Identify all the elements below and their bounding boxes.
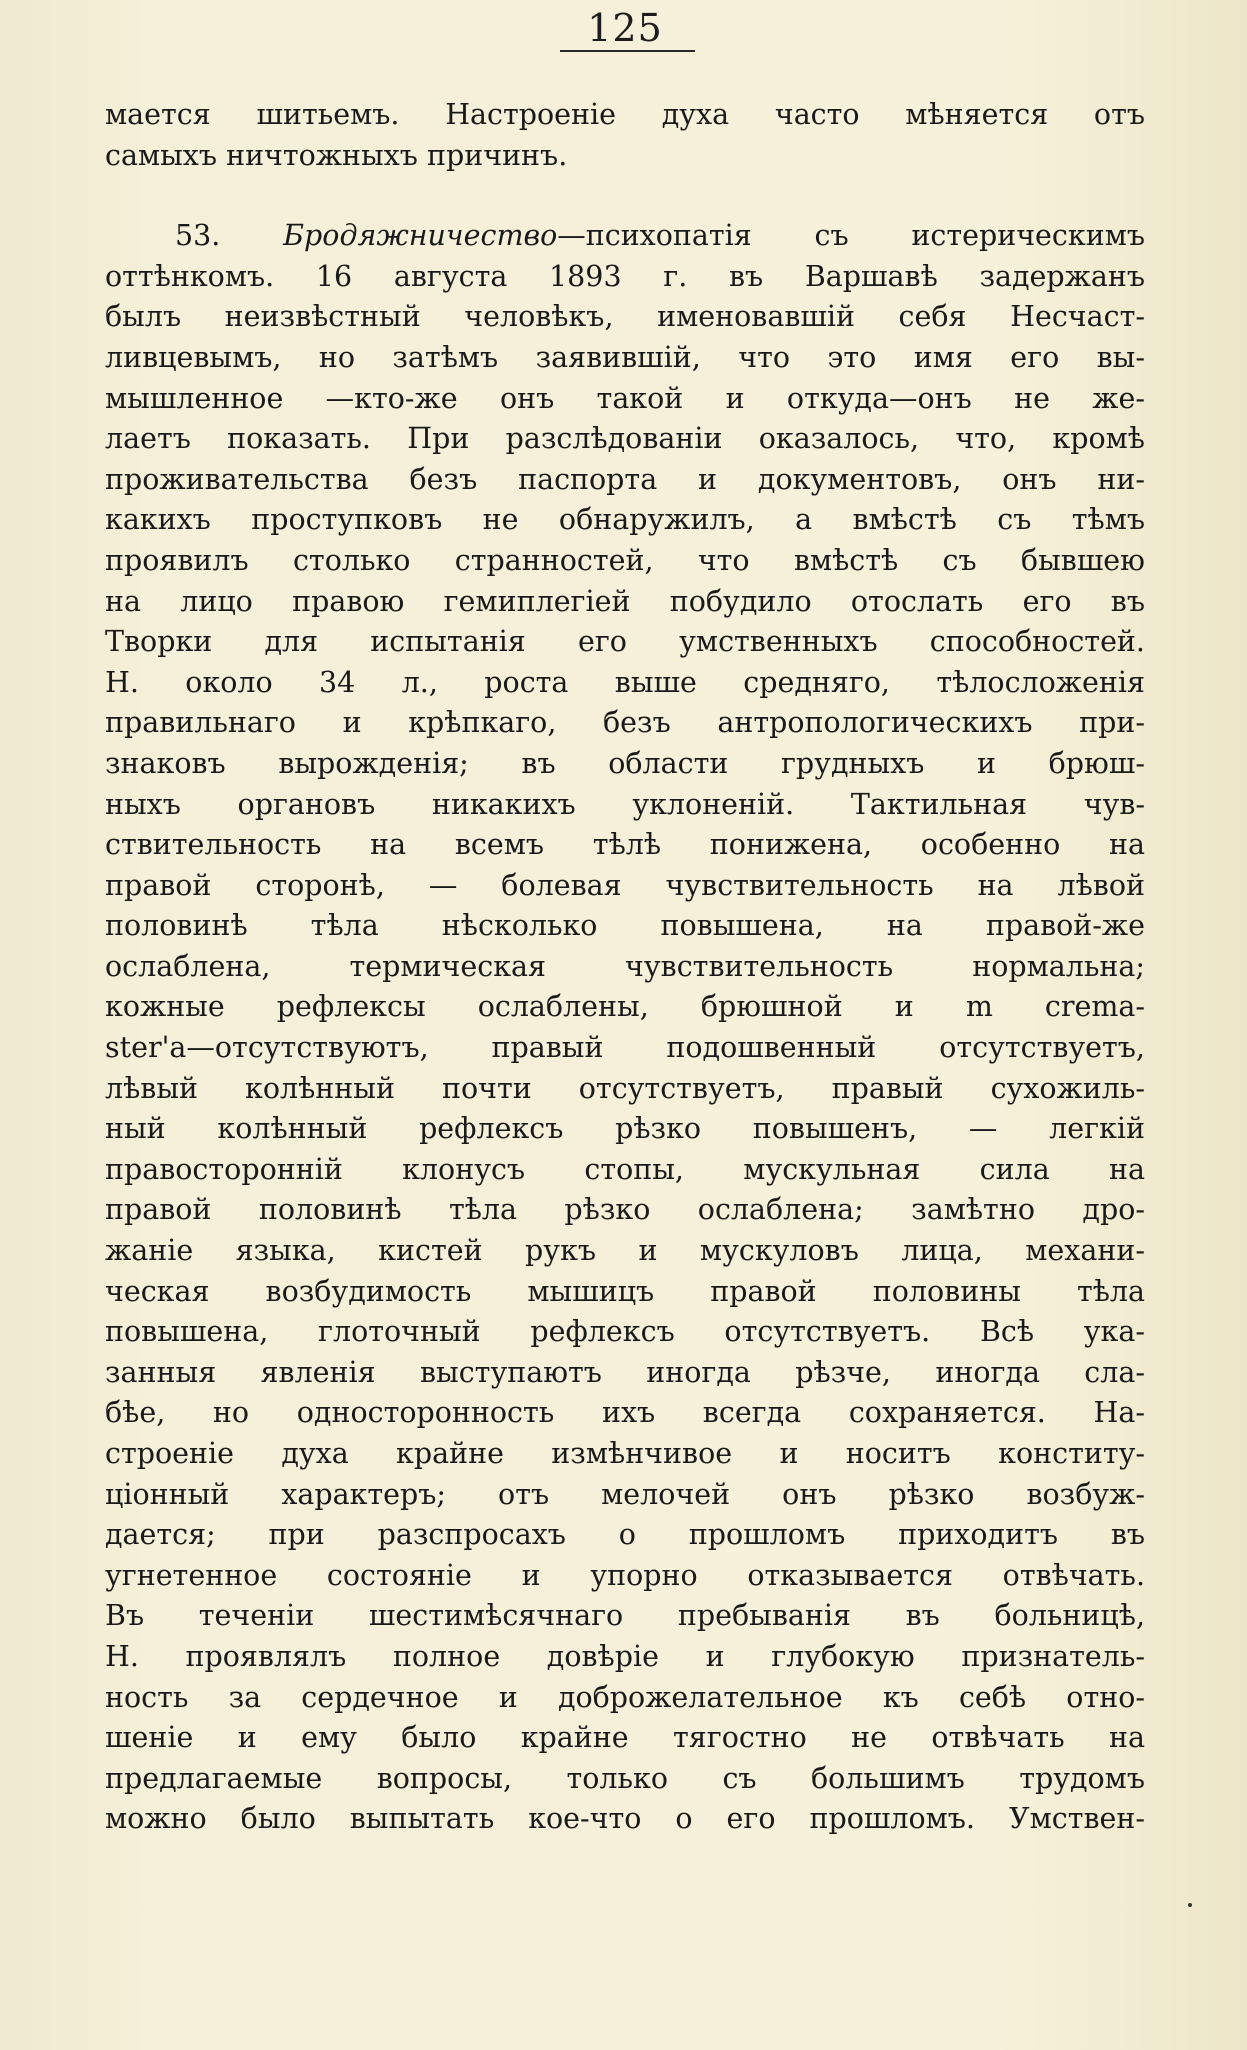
text-line: занныя явленія выступаютъ иногда рѣзче, иногда сла- bbox=[105, 1355, 1145, 1389]
text-line: бѣе, но односторонность ихъ всегда сохраняется. На- bbox=[105, 1396, 1145, 1430]
text-line: жаніе языка, кистей рукъ и мускуловъ лица, механи- bbox=[105, 1234, 1145, 1268]
text-line: угнетенное состояніе и упорно отказывается отвѣчать. bbox=[105, 1558, 1145, 1592]
text-line: правильнаго и крѣпкаго, безъ антропологическихъ при- bbox=[105, 706, 1145, 740]
text-line: ствительность на всемъ тѣлѣ понижена, особенно на bbox=[105, 828, 1145, 862]
text-line: Творки для испытанія его умственныхъ способностей. bbox=[105, 625, 1145, 659]
text-line: ность за сердечное и доброжелательное къ себѣ отно- bbox=[105, 1680, 1145, 1714]
text-line: проживательства безъ паспорта и документовъ, онъ ни- bbox=[105, 462, 1145, 496]
text-line: мается шитьемъ. Настроеніе духа часто мѣняется отъ bbox=[105, 98, 1145, 131]
case-paragraph bbox=[105, 257, 1145, 1840]
text-line: ціонный характеръ; отъ мелочей онъ рѣзко возбуж- bbox=[105, 1477, 1145, 1511]
case-heading-rest: —психопатія съ истерическимъ bbox=[557, 219, 1145, 253]
text-line: дается; при разспросахъ о прошломъ приходитъ въ bbox=[105, 1518, 1145, 1552]
text-line: строеніе духа крайне измѣнчивое и носитъ конститу- bbox=[105, 1437, 1145, 1470]
margin-speck bbox=[1188, 1903, 1192, 1907]
text-line: правой половинѣ тѣла рѣзко ослаблена; замѣтно дро- bbox=[105, 1193, 1145, 1227]
text-line: Въ теченіи шестимѣсячнаго пребыванія въ больницѣ, bbox=[105, 1599, 1145, 1633]
text-line: ослаблена, термическая чувствительность нормальна; bbox=[105, 949, 1145, 983]
text-line: какихъ проступковъ не обнаружилъ, а вмѣстѣ съ тѣмъ bbox=[105, 503, 1145, 537]
text-line: правосторонній клонусъ стопы, мускульная сила на bbox=[105, 1152, 1145, 1186]
text-line: повышена, глоточный рефлексъ отсутствуетъ. Всѣ ука- bbox=[105, 1315, 1145, 1349]
text-line: проявилъ столько странностей, что вмѣстѣ съ бывшею bbox=[105, 543, 1145, 577]
text-line: знаковъ вырожденія; въ области грудныхъ и брюш- bbox=[105, 746, 1145, 780]
case-title: Бродяжничество bbox=[283, 219, 558, 253]
text-line: оттѣнкомъ. 16 августа 1893 г. въ Варшавѣ задержанъ bbox=[105, 259, 1145, 293]
text-line: Н. около 34 л., роста выше средняго, тѣлосложенія bbox=[105, 665, 1145, 699]
paragraph-gap bbox=[105, 176, 1145, 216]
text-line: Н. проявлялъ полное довѣріе и глубокую признатель- bbox=[105, 1639, 1145, 1673]
text-line: былъ неизвѣстный человѣкъ, именовавшій себя Несчаст- bbox=[105, 300, 1145, 334]
text-line: ный колѣнный рефлексъ рѣзко повышенъ, — легкій bbox=[105, 1112, 1145, 1146]
page-number: 125 bbox=[587, 6, 663, 50]
text-line: лѣвый колѣнный почти отсутствуетъ, правый сухожиль- bbox=[105, 1071, 1145, 1105]
text-line: лаетъ показать. При разслѣдованіи оказалось, что, кромѣ bbox=[105, 422, 1145, 456]
page-number-rule bbox=[560, 50, 695, 52]
text-line: предлагаемые вопросы, только съ большимъ трудомъ bbox=[105, 1761, 1145, 1795]
text-line: правой сторонѣ, — болевая чувствительность на лѣвой bbox=[105, 868, 1145, 902]
text-line: самыхъ ничтожныхъ причинъ. bbox=[105, 138, 568, 172]
text-line: на лицо правою гемиплегіей побудило отослать его въ bbox=[105, 584, 1145, 618]
text-line: шеніе и ему было крайне тягостно не отвѣчать на bbox=[105, 1721, 1145, 1755]
case-number: 53. bbox=[175, 219, 221, 253]
text-line: можно было выпытать кое-что о его прошломъ. Умствен- bbox=[105, 1802, 1145, 1836]
text-line: мышленное —кто-же онъ такой и откуда—онъ не же- bbox=[105, 381, 1145, 415]
text-line: ныхъ органовъ никакихъ уклоненій. Тактильная чув- bbox=[105, 787, 1145, 821]
case-heading-line bbox=[105, 216, 1145, 257]
body-text bbox=[105, 95, 1145, 1840]
text-line: ческая возбудимость мышицъ правой половины тѣла bbox=[105, 1274, 1145, 1308]
text-line: ster'a—отсутствуютъ, правый подошвенный отсутствуетъ, bbox=[105, 1031, 1145, 1065]
text-line: половинѣ тѣла нѣсколько повышена, на правой-же bbox=[105, 909, 1145, 943]
text-line: кожные рефлексы ослаблены, брюшной и m crema- bbox=[105, 990, 1145, 1024]
text-line: ливцевымъ, но затѣмъ заявившій, что это имя его вы- bbox=[105, 340, 1145, 374]
